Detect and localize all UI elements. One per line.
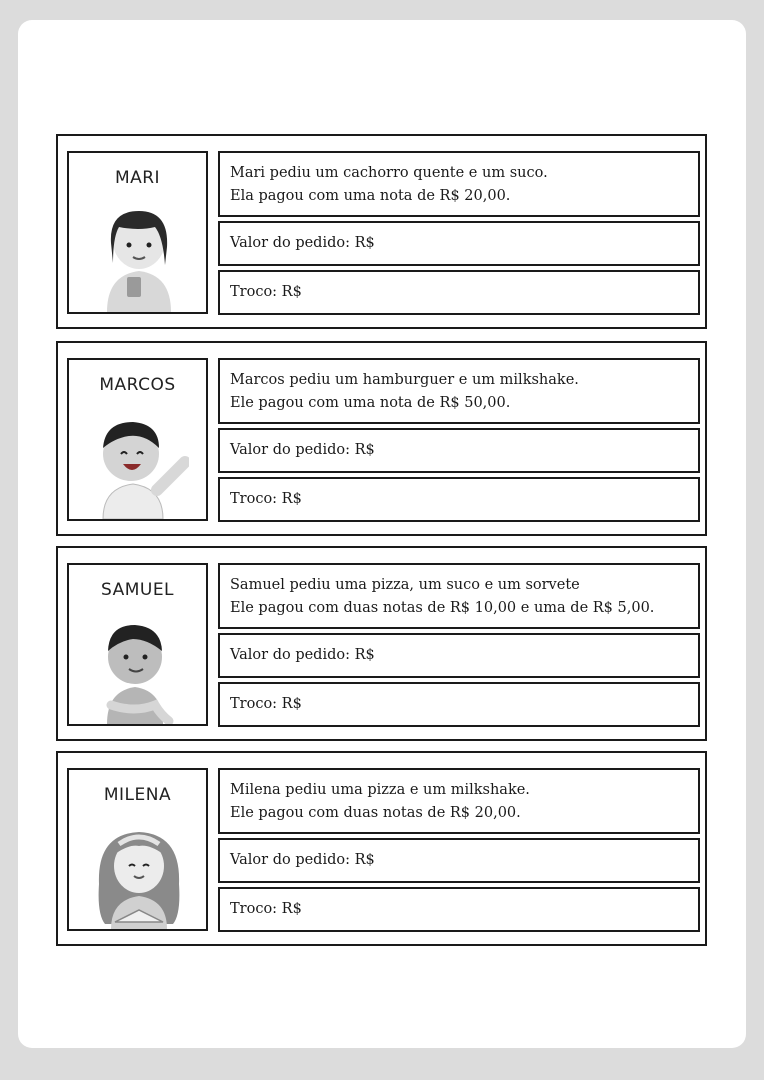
order-card-samuel <box>56 546 707 741</box>
order-line: Milena pediu uma pizza e um milkshake. <box>230 782 530 798</box>
character-name: MILENA <box>103 785 172 805</box>
change-field[interactable]: Troco: R$ <box>218 270 700 315</box>
order-value-field[interactable]: Valor do pedido: R$ <box>218 838 700 883</box>
change-field[interactable]: Troco: R$ <box>218 887 700 932</box>
order-description <box>218 563 700 629</box>
boy-waving-illustration <box>89 404 189 519</box>
order-description <box>218 358 700 424</box>
order-line: Marcos pediu um hamburguer e um milkshake. <box>230 372 579 388</box>
order-description <box>218 151 700 217</box>
change-field[interactable]: Troco: R$ <box>218 682 700 727</box>
girl-with-phone-illustration <box>89 197 189 312</box>
character-name: SAMUEL <box>100 580 175 600</box>
order-value-field[interactable]: Valor do pedido: R$ <box>218 221 700 266</box>
payment-line: Ele pagou com duas notas de R$ 10,00 e uma de R$ 5,00. <box>230 600 655 616</box>
order-value-field[interactable]: Valor do pedido: R$ <box>218 428 700 473</box>
order-description <box>218 768 700 834</box>
character-panel <box>67 151 208 314</box>
order-card-milena <box>56 751 707 946</box>
order-line: Samuel pediu uma pizza, um suco e um sorvete <box>230 577 580 593</box>
girl-with-pizza-illustration <box>89 814 189 929</box>
character-name: MARI <box>114 168 161 188</box>
payment-line: Ele pagou com uma nota de R$ 50,00. <box>230 395 511 411</box>
payment-line: Ela pagou com uma nota de R$ 20,00. <box>230 188 511 204</box>
boy-standing-illustration <box>89 609 189 724</box>
order-card-marcos <box>56 341 707 536</box>
order-value-field[interactable]: Valor do pedido: R$ <box>218 633 700 678</box>
character-panel <box>67 768 208 931</box>
change-field[interactable]: Troco: R$ <box>218 477 700 522</box>
character-panel <box>67 358 208 521</box>
payment-line: Ele pagou com duas notas de R$ 20,00. <box>230 805 521 821</box>
order-card-mari <box>56 134 707 329</box>
character-name: MARCOS <box>99 375 176 395</box>
character-panel <box>67 563 208 726</box>
order-line: Mari pediu um cachorro quente e um suco. <box>230 165 548 181</box>
